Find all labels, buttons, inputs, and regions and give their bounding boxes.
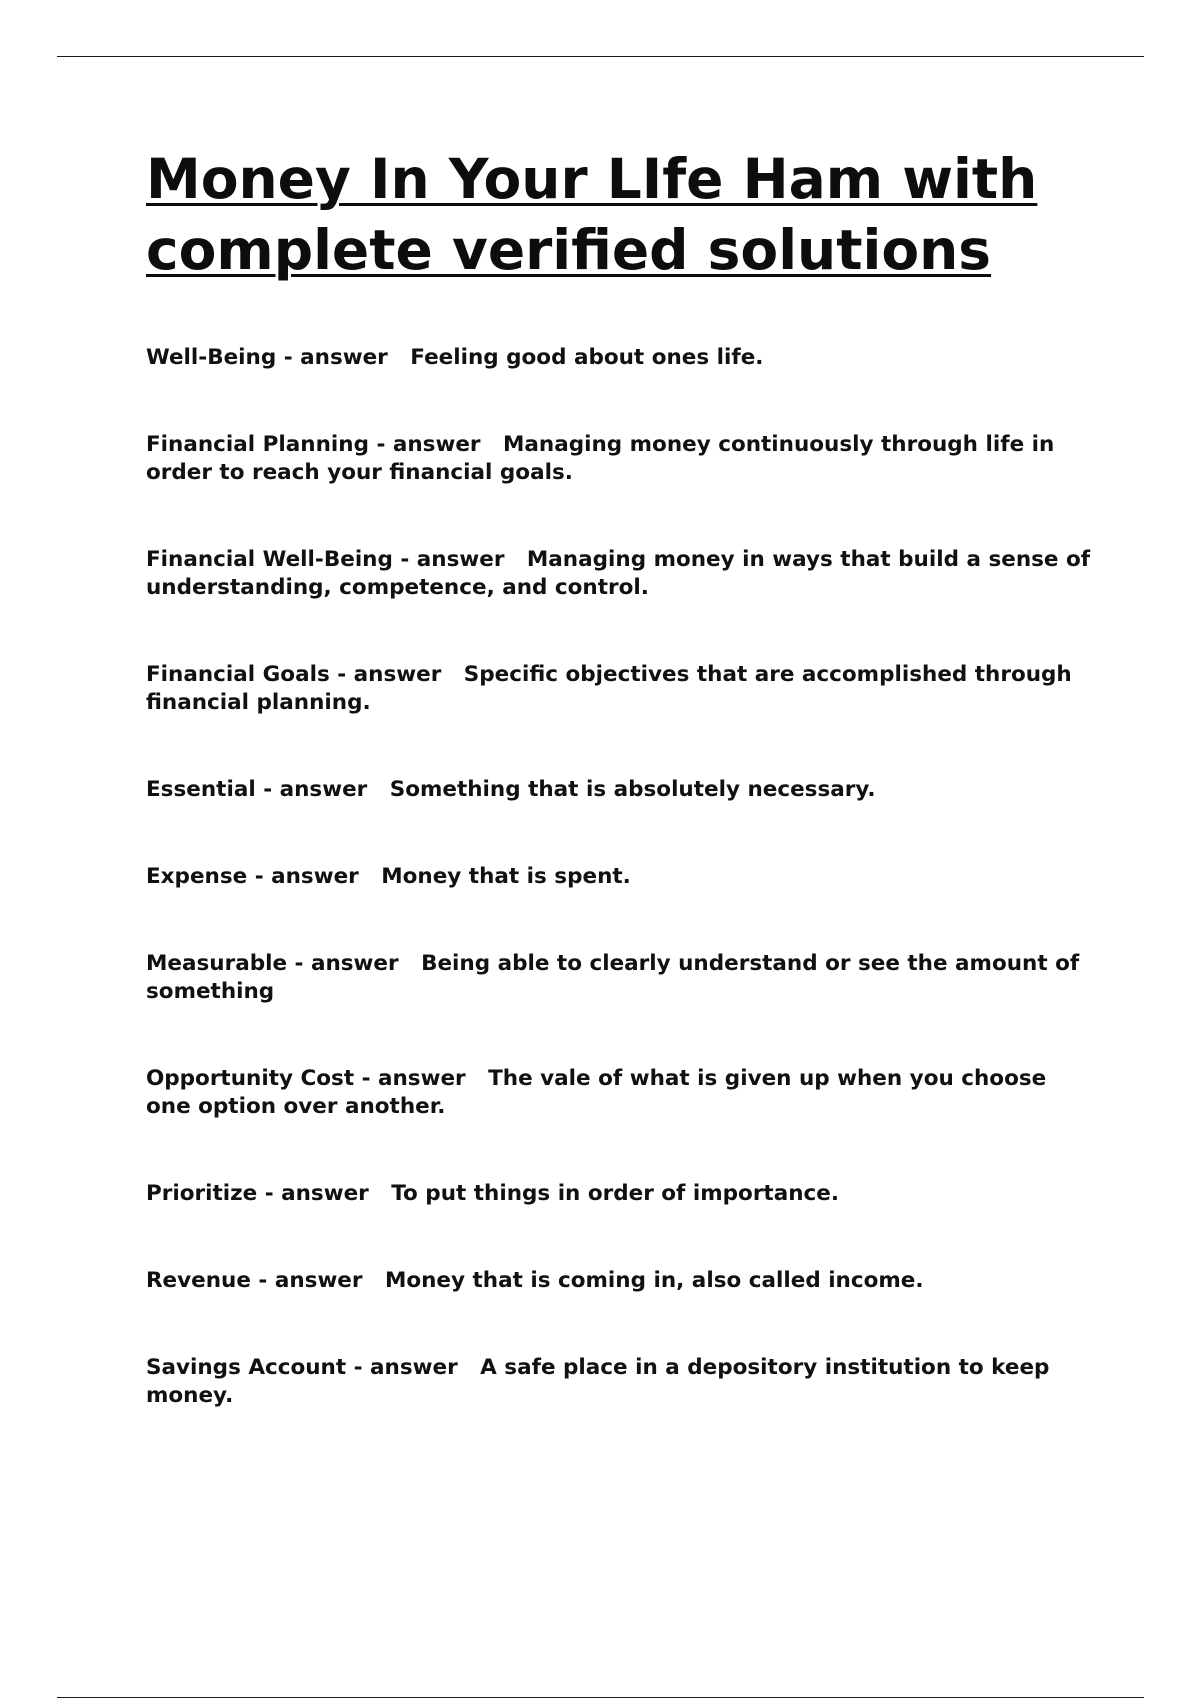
top-rule	[57, 56, 1144, 57]
flashcard-list	[146, 344, 1096, 1469]
entry-term: Expense	[146, 864, 248, 889]
entry-separator: - answer	[257, 1181, 392, 1206]
entry-separator: - answer	[354, 1066, 489, 1091]
flashcard-entry	[146, 1180, 1096, 1208]
entry-separator: - answer	[392, 547, 527, 572]
entry-separator: - answer	[250, 1268, 385, 1293]
entry-term: Well-Being	[146, 345, 277, 370]
entry-term: Opportunity Cost	[146, 1066, 355, 1091]
bottom-rule	[57, 1697, 1144, 1698]
entry-definition: Money that is coming in, also called income.	[384, 1268, 924, 1293]
entry-definition: Managing money continuously through life in order to reach your financial goals.	[146, 432, 1062, 485]
flashcard-entry	[146, 1354, 1096, 1410]
entry-term: Financial Goals	[146, 662, 330, 687]
flashcard-entry	[146, 546, 1096, 602]
entry-term: Essential	[146, 777, 256, 802]
entry-separator: - answer	[247, 864, 382, 889]
entry-definition: Specific objectives that are accomplished through financial planning.	[146, 662, 1080, 715]
entry-separator: - answer	[329, 662, 464, 687]
flashcard-entry	[146, 344, 1096, 372]
flashcard-entry	[146, 661, 1096, 717]
entry-definition: Feeling good about ones life.	[410, 345, 764, 370]
entry-separator: - answer	[255, 777, 390, 802]
entry-definition: The vale of what is given up when you choose one option over another.	[146, 1066, 1054, 1119]
entry-term: Revenue	[146, 1268, 251, 1293]
flashcard-entry	[146, 1065, 1096, 1121]
entry-separator: - answer	[346, 1355, 481, 1380]
entry-term: Savings Account	[146, 1355, 347, 1380]
entry-definition: A safe place in a depository institution to keep money.	[146, 1355, 1057, 1408]
flashcard-entry	[146, 776, 1096, 804]
flashcard-entry	[146, 1267, 1096, 1295]
entry-separator: - answer	[368, 432, 503, 457]
flashcard-entry	[146, 863, 1096, 891]
entry-definition: To put things in order of importance.	[391, 1181, 840, 1206]
entry-definition: Being able to clearly understand or see the amount of something	[146, 951, 1087, 1004]
entry-separator: - answer	[287, 951, 422, 976]
flashcard-entry	[146, 950, 1096, 1006]
entry-term: Financial Well-Being	[146, 547, 393, 572]
entry-term: Measurable	[146, 951, 288, 976]
entry-definition: Managing money in ways that build a sense of understanding, competence, and control.	[146, 547, 1098, 600]
entry-definition: Something that is absolutely necessary.	[389, 777, 876, 802]
flashcard-entry	[146, 431, 1096, 487]
entry-separator: - answer	[276, 345, 411, 370]
entry-term: Prioritize	[146, 1181, 258, 1206]
entry-definition: Money that is spent.	[381, 864, 631, 889]
document-title: Money In Your LIfe Ham with complete verified solutions	[146, 147, 1038, 282]
entry-term: Financial Planning	[146, 432, 369, 457]
